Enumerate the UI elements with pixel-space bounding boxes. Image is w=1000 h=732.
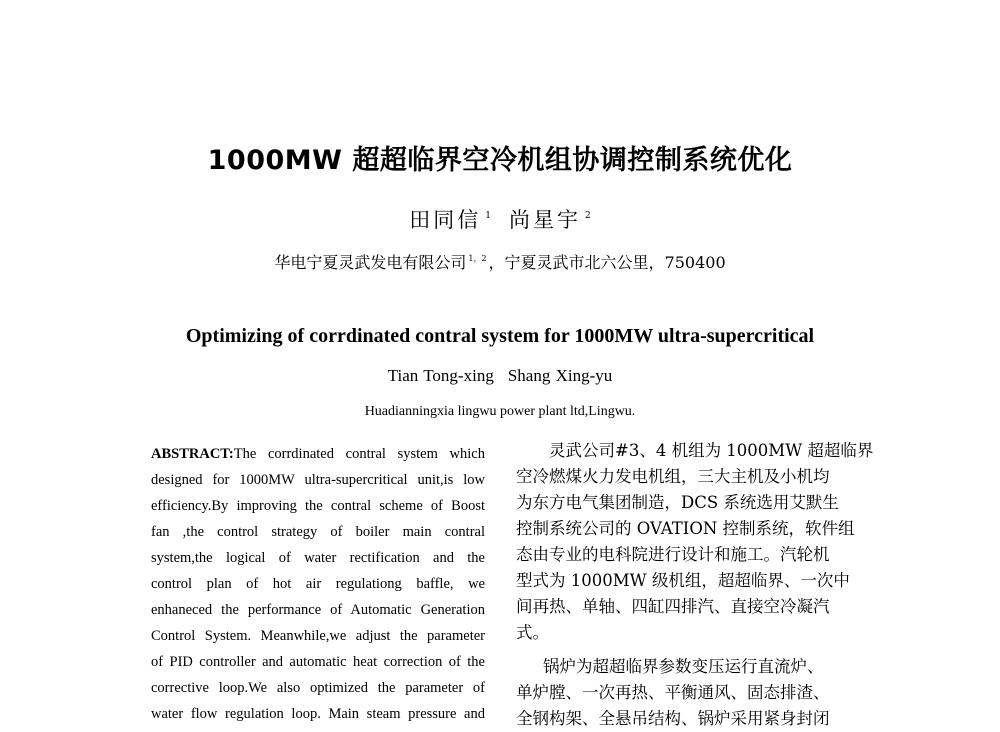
body-line: 全钢构架、全悬吊结构、锅炉采用紧身封闭 [516, 709, 830, 728]
affiliation-org: 华电宁夏灵武发电有限公司 [274, 253, 467, 272]
authors-zh [0, 204, 1000, 234]
author-name: 尚星宇 [509, 208, 581, 232]
body-line: 为东方电气集团制造，DCS 系统选用艾默生 [516, 493, 839, 512]
affiliation-en: Huadianningxia lingwu power plant ltd,Lingwu. [364, 404, 636, 419]
abstract-line: efficiency.By improving the contral scheme of Boost [151, 498, 485, 514]
abstract-line: designed for 1000MW ultra-supercritical unit,is low [151, 472, 485, 488]
author-name-en: Tian Tong-xing [387, 366, 494, 385]
abstract-line: water flow regulation loop. Main steam pressure and [151, 706, 485, 722]
authors-en [0, 366, 1000, 386]
abstract-line: fan ,the control strategy of boiler main contral [151, 524, 485, 540]
author-name: 田同信 [409, 208, 482, 232]
affiliation-zh [0, 250, 1000, 273]
affiliation-address: ，宁夏灵武市北六公里，750400 [488, 253, 726, 272]
abstract-label: ABSTRACT: [151, 446, 234, 462]
body-line: 单炉膛、一次再热、平衡通风、固态排渣、 [516, 683, 830, 702]
body-line: 间再热、单轴、四缸四排汽、直接空冷凝汽 [516, 597, 830, 616]
author-sup: 2 [585, 211, 591, 221]
abstract-column [151, 441, 485, 727]
body-line: 锅炉为超超临界参数变压运行直流炉、 [543, 657, 824, 676]
abstract-line: Control System. Meanwhile,we adjust the parameter [151, 628, 485, 644]
abstract-line: system,the logical of water rectification and the [151, 550, 485, 566]
abstract-line: ABSTRACT:The corrdinated contral system which [151, 446, 485, 462]
body-line: 态由专业的电科院进行设计和施工。汽轮机 [516, 545, 830, 564]
author-name-en: Shang Xing-yu [507, 366, 613, 385]
body-line: 灵武公司#3、4 机组为 1000MW 超超临界 [549, 441, 874, 460]
body-line: 控制系统公司的 OVATION 控制系统，软件组 [516, 519, 855, 538]
paper-title-en: Optimizing of corrdinated contral system for 1000MW ultra-supercritical [185, 325, 815, 347]
affiliation-sup: 1，2 [468, 254, 487, 263]
abstract-line: corrective loop.We also optimized the parameter of [151, 680, 485, 696]
abstract-line: of PID controller and automatic heat correction of the [151, 654, 485, 670]
abstract-line: enhaneced the performance of Automatic Generation [151, 602, 485, 618]
body-line: 空冷燃煤火力发电机组，三大主机及小机均 [516, 467, 830, 486]
paper-title-zh: 1000MW 超超临界空冷机组协调控制系统优化 [207, 145, 793, 176]
abstract-line: control plan of hot air regulationg baffle, we [151, 576, 485, 592]
author-sup: 1 [485, 211, 491, 221]
body-column-zh [516, 438, 874, 732]
body-line: 型式为 1000MW 级机组，超超临界、一次中 [516, 571, 850, 590]
body-line: 式。 [516, 623, 549, 642]
